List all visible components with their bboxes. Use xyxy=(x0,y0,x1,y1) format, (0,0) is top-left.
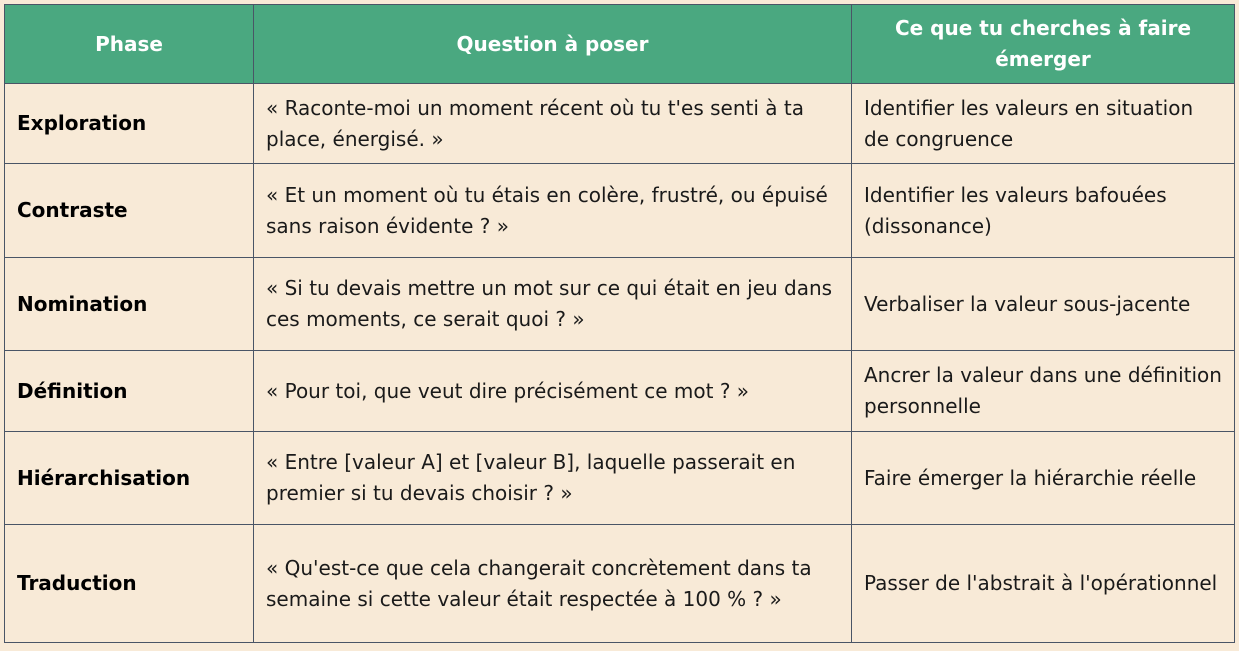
table-row xyxy=(5,432,1235,525)
table-header xyxy=(5,5,1235,84)
phase-cell: Contraste xyxy=(5,164,254,258)
question-cell: « Et un moment où tu étais en colère, frustré, ou épuisé sans raison évidente ? » xyxy=(254,164,852,258)
header-row xyxy=(5,5,1235,84)
goal-cell: Verbaliser la valeur sous-jacente xyxy=(852,258,1235,351)
table-row xyxy=(5,258,1235,351)
values-table-container xyxy=(4,4,1235,643)
question-cell: « Qu'est-ce que cela changerait concrètement dans ta semaine si cette valeur était respectée à 100 % ? » xyxy=(254,525,852,643)
header-question: Question à poser xyxy=(254,5,852,84)
question-cell: « Raconte-moi un moment récent où tu t'es senti à ta place, énergisé. » xyxy=(254,84,852,164)
values-table xyxy=(4,4,1235,643)
question-cell: « Si tu devais mettre un mot sur ce qui était en jeu dans ces moments, ce serait quoi ? » xyxy=(254,258,852,351)
table-row xyxy=(5,525,1235,643)
table-row xyxy=(5,84,1235,164)
goal-cell: Identifier les valeurs en situation de congruence xyxy=(852,84,1235,164)
phase-cell: Définition xyxy=(5,351,254,432)
goal-cell: Passer de l'abstrait à l'opérationnel xyxy=(852,525,1235,643)
question-cell: « Pour toi, que veut dire précisément ce mot ? » xyxy=(254,351,852,432)
phase-cell: Nomination xyxy=(5,258,254,351)
table-body xyxy=(5,84,1235,643)
table-row xyxy=(5,164,1235,258)
phase-cell: Hiérarchisation xyxy=(5,432,254,525)
goal-cell: Faire émerger la hiérarchie réelle xyxy=(852,432,1235,525)
header-phase: Phase xyxy=(5,5,254,84)
question-cell: « Entre [valeur A] et [valeur B], laquelle passerait en premier si tu devais choisir ? » xyxy=(254,432,852,525)
header-goal: Ce que tu cherches à faire émerger xyxy=(852,5,1235,84)
phase-cell: Exploration xyxy=(5,84,254,164)
table-row xyxy=(5,351,1235,432)
goal-cell: Identifier les valeurs bafouées (dissonance) xyxy=(852,164,1235,258)
phase-cell: Traduction xyxy=(5,525,254,643)
goal-cell: Ancrer la valeur dans une définition personnelle xyxy=(852,351,1235,432)
